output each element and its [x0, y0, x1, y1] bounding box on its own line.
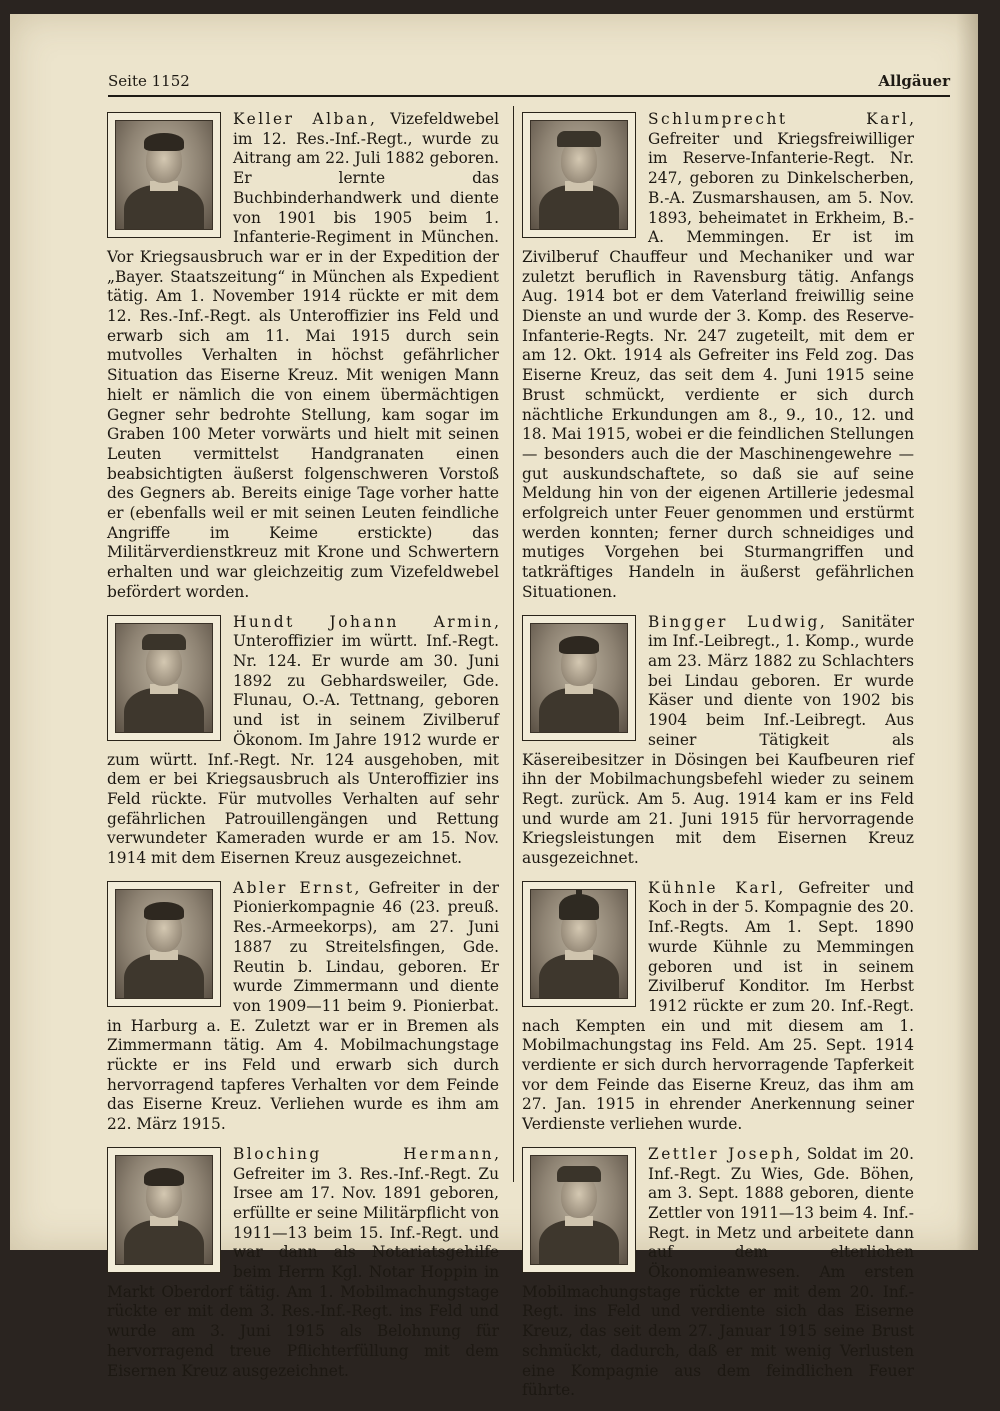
right-column — [522, 110, 914, 1411]
biography-entry — [107, 613, 499, 869]
biography-entry — [522, 1145, 914, 1401]
person-name: Keller Alban — [233, 110, 370, 128]
biography-entry — [522, 110, 914, 603]
biography-entry — [107, 1145, 499, 1381]
biography-entry — [522, 879, 914, 1135]
biography-entry — [107, 110, 499, 603]
portrait-frame — [107, 112, 221, 238]
portrait-frame — [107, 615, 221, 741]
portrait-frame — [107, 881, 221, 1007]
newspaper-page — [10, 14, 978, 1400]
portrait-photo-icon — [115, 1155, 213, 1265]
person-name: Zettler Joseph — [648, 1144, 796, 1163]
biography-body: , Soldat im 20. Inf.-Regt. Zu Wies, Gde. Böhen, am 3. Sept. 1888 geboren, diente Zettler von 1911—13 beim 4. Inf.-Regt. in Metz und arbeitete dann auf dem elterlichen Ökonomieanwesen. Am ersten Mobilmachungstage rückte er mit dem 20. Inf.-Regt. ins Feld und verdiente sich das Eiserne Kreuz, das seit dem 27. Januar 1915 seine Brust schmückt, dadurch, daß er mit wenig Verlusten eine Kompagnie aus dem feindlichen Feuer führte. — [522, 1144, 914, 1400]
portrait-photo-icon — [530, 623, 628, 733]
portrait-photo-icon — [115, 889, 213, 999]
portrait-frame — [107, 1147, 221, 1273]
person-name: Hundt Johann Armin — [233, 612, 495, 631]
portrait-frame — [522, 1147, 636, 1273]
person-name: Kühnle Karl — [648, 878, 779, 897]
portrait-photo-icon — [530, 889, 628, 999]
biography-body: , Vizefeldwebel im 12. Res.-Inf.-Regt., wurde zu Aitrang am 22. Juli 1882 geboren. Er lernte das Buchbinderhandwerk und diente von 1901 bis 1905 beim 1. Infanterie-Regiment in München. Vor Kriegsausbruch war er in der Expedition der „Bayer. Staatszeitung“ in München als Expedient tätig. Am 1. November 1914 rückte er mit dem 12. Res.-Inf.-Regt. als Unteroffizier ins Feld und erwarb sich am 11. Mai 1915 durch sein mutvolles Verhalten in höchst gefährlicher Situation das Eiserne Kreuz. Mit wenigen Mann hielt er nämlich die von einem übermächtigen Gegner sehr bedrohte Stellung, kam sogar im Graben 100 Meter vorwärts und hielt mit seinen Leuten vermittelst Handgranaten einen beabsichtigten äußerst folgenschweren Vorstoß des Gegners ab. Bereits einige Tage vorher hatte er (ebenfalls weil er mit seinen Leuten feindliche Angriffe im Keime erstickte) das Militärverdienstkreuz mit Krone und Schwertern erhalten und war gleichzeitig zum Vizefeldwebel befördert worden. — [107, 110, 500, 601]
biography-body: , Gefreiter in der Pionierkompagnie 46 (23. preuß. Res.-Armeekorps), am 27. Juni 1887 zu Streitelsfingen, Gde. Reutin b. Lindau, geboren. Er wurde Zimmermann und diente von 1909—11 beim 9. Pionierbat. in Harburg a. E. Zuletzt war er in Bremen als Zimmermann tätig. Am 4. Mobilmachungstage rückte er ins Feld und erwarb sich durch hervorragend tapferes Verhalten vor dem Feinde das Eiserne Kreuz. Verliehen wurde es ihm am 22. März 1915. — [107, 878, 500, 1134]
portrait-frame — [522, 881, 636, 1007]
left-column — [107, 110, 499, 1391]
header-rule — [108, 95, 950, 97]
portrait-photo-icon — [115, 120, 213, 230]
portrait-photo-icon — [115, 623, 213, 733]
biography-body: , Gefreiter und Koch in der 5. Kompagnie des 20. Inf.-Regts. Am 1. Sept. 1890 wurde Kühnle zu Memmingen geboren und ist in seinem Zivilberuf Konditor. Im Herbst 1912 rückte er zum 20. Inf.-Regt. nach Kempten ein und mit diesem am 1. Mobilmachungstag ins Feld. Am 25. Sept. 1914 verdiente er sich durch hervorragende Tapferkeit vor dem Feinde das Eiserne Kreuz, das ihm am 27. Jan. 1915 in ehrender Anerkennung seiner Verdienste verliehen wurde. — [522, 878, 914, 1134]
publication-region: Allgäuer — [878, 72, 950, 90]
biography-body: , Gefreiter und Kriegsfreiwilliger im Reserve-Infanterie-Regt. Nr. 247, geboren zu Dinkelscherben, B.-A. Zusmarshausen, am 5. Nov. 1893, beheimatet in Erkheim, B.-A. Memmingen. Er ist im Zivilberuf Chauffeur und Mechaniker und war zuletzt beruflich in Ravensburg tätig. Anfangs Aug. 1914 bot er dem Vaterland freiwillig seine Dienste an und wurde der 3. Komp. des Reserve-Infanterie-Regts. Nr. 247 zugeteilt, mit dem er am 12. Okt. 1914 als Gefreiter ins Feld zog. Das Eiserne Kreuz, das seit dem 4. Juni 1915 seine Brust schmückt, verdiente er sich durch nächtliche Erkundungen am 8., 9., 10., 12. und 18. Mai 1915, wobei er die feindlichen Stellungen — besonders auch die der Maschinengewehre — gut auskundschaftete, so daß sie auf seine Meldung hin von der eigenen Artillerie jedesmal erfolgreich unter Feuer genommen und erstürmt werden konnten; ferner durch schneidiges und mutiges Vorgehen bei Sturmangriffen und tatkräftiges Handeln in äußerst gefährlichen Situationen. — [522, 110, 914, 601]
person-name: Schlumprecht Karl — [648, 110, 910, 128]
running-head — [108, 72, 950, 92]
portrait-photo-icon — [530, 1155, 628, 1265]
biography-body: , Unteroffizier im württ. Inf.-Regt. Nr. 124. Er wurde am 30. Juni 1892 zu Gebhardsweiler, Gde. Flunau, O.-A. Tettnang, geboren und ist in seinem Zivilberuf Ökonom. Im Jahre 1912 wurde er zum württ. Inf.-Regt. Nr. 124 ausgehoben, mit dem er bei Kriegsausbruch als Unteroffizier ins Feld rückte. Für mutvolles Verhalten auf sehr gefährlichen Patrouillengängen und Rettung verwundeter Kameraden wurde er am 15. Nov. 1914 mit dem Eisernen Kreuz ausgezeichnet. — [107, 612, 499, 868]
biography-body: , Gefreiter im 3. Res.-Inf.-Regt. Zu Irsee am 17. Nov. 1891 geboren, erfüllte er seine Militärpflicht von 1911—13 beim 15. Inf.-Regt. und war dann als Notariatsgehilfe beim Herrn Kgl. Notar Hoppin in Markt Oberdorf tätig. Am 1. Mobilmachungstage rückte er mit dem 3. Res.-Inf.-Regt. ins Feld und wurde am 3. Juni 1915 als Belohnung für hervorragend treue Pflichterfüllung mit dem Eisernen Kreuz ausgezeichnet. — [107, 1144, 499, 1380]
biography-entry — [522, 613, 914, 869]
person-name: Bloching Hermann — [233, 1144, 495, 1163]
portrait-photo-icon — [530, 120, 628, 230]
column-divider — [513, 106, 514, 1182]
biography-entry — [107, 879, 499, 1135]
person-name: Abler Ernst — [233, 878, 355, 897]
portrait-frame — [522, 615, 636, 741]
person-name: Bingger Ludwig — [648, 612, 820, 631]
page-edge-shadow — [956, 14, 978, 1250]
page-number: Seite 1152 — [108, 72, 190, 90]
portrait-frame — [522, 112, 636, 238]
biography-body: , Sanitäter im Inf.-Leibregt., 1. Komp., wurde am 23. März 1882 zu Schlachters bei Lindau geboren. Er wurde Käser und diente von 1902 bis 1904 beim Inf.-Leibregt. Aus seiner Tätigkeit als Käsereibesitzer in Dösingen bei Kaufbeuren rief ihn der Mobilmachungsbefehl wieder zu seinem Regt. zurück. Am 5. Aug. 1914 kam er ins Feld und wurde am 21. Juni 1915 für hervorragende Kriegsleistungen mit dem Eisernen Kreuz ausgezeichnet. — [522, 612, 914, 868]
